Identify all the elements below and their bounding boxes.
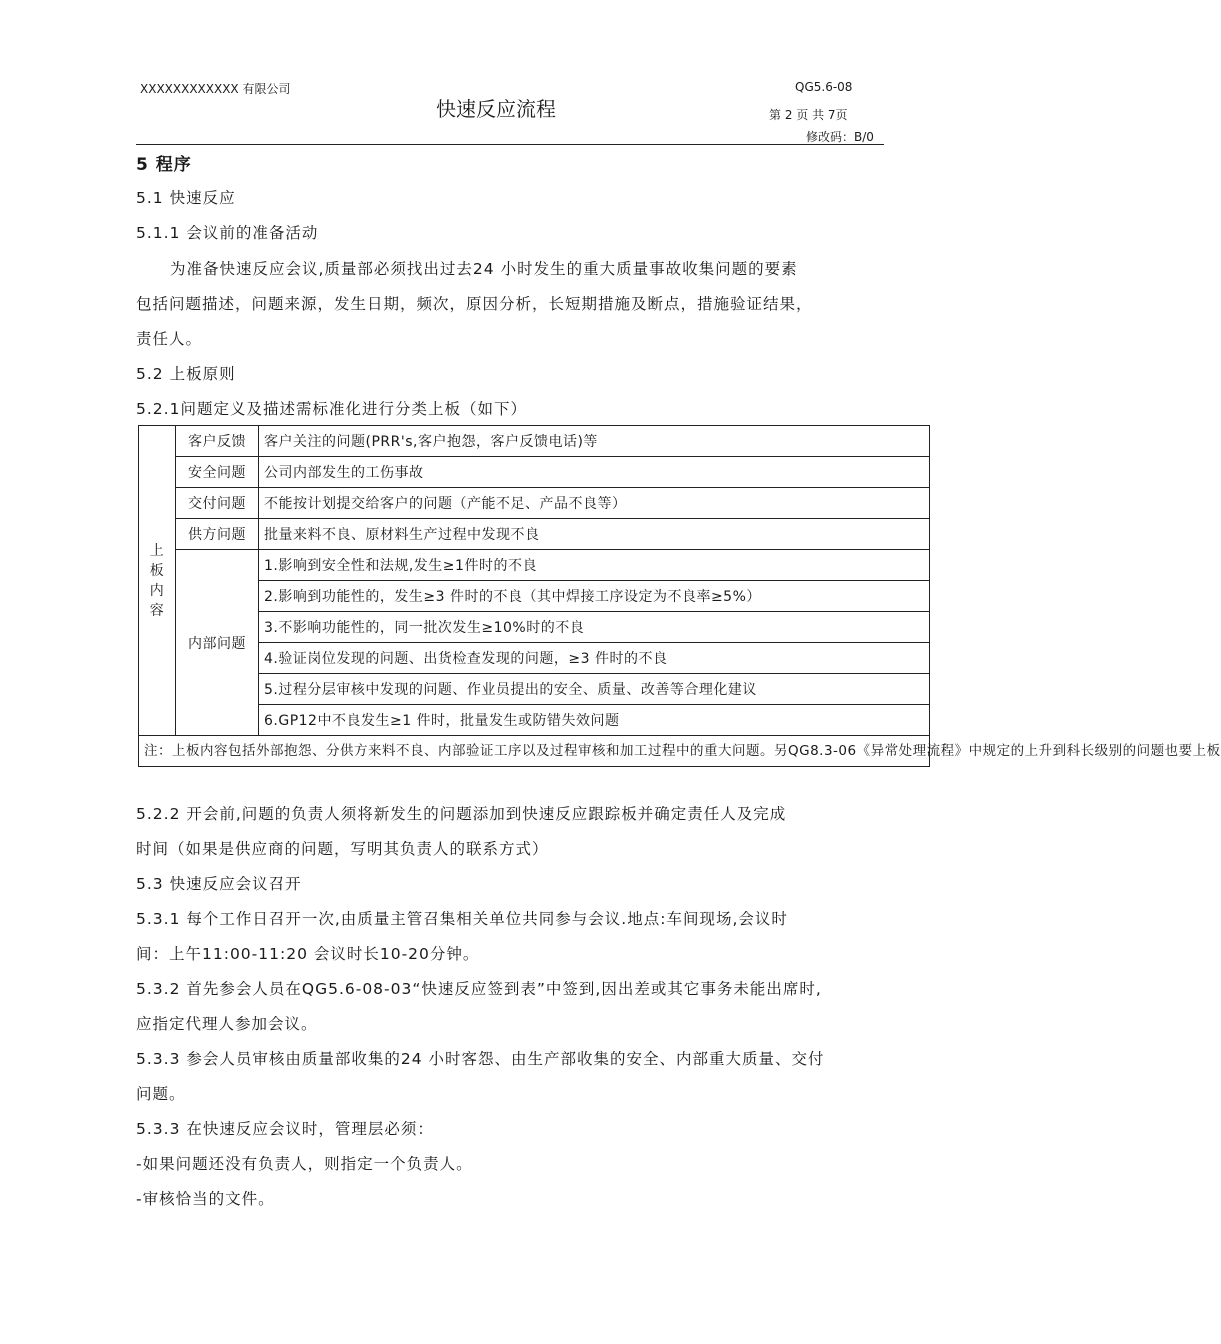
section-5-3-2-line: 5.3.2 首先参会人员在QG5.6-08-03“快速反应签到表”中签到,因出差或其它事务未能出席时, <box>136 980 822 998</box>
section-5-3-2-line: 应指定代理人参加会议。 <box>136 1015 318 1033</box>
header-divider <box>136 144 884 145</box>
section-5-2-1-heading: 5.2.1问题定义及描述需标准化进行分类上板（如下） <box>136 400 527 418</box>
table-row <box>139 550 930 581</box>
section-5-3-heading: 5.3 快速反应会议召开 <box>136 875 302 893</box>
internal-item-cell: 5.过程分层审核中发现的问题、作业员提出的安全、质量、改善等合理化建议 <box>259 674 930 705</box>
table-row <box>139 736 930 767</box>
section-5-3-3b-heading: 5.3.3 在快速反应会议时，管理层必须： <box>136 1120 434 1138</box>
category-cell: 交付问题 <box>176 488 259 519</box>
paragraph-line: 为准备快速反应会议,质量部必须找出过去24 小时发生的重大质量事故收集问题的要素 <box>170 260 798 278</box>
internal-item-cell: 1.影响到安全性和法规,发生≥1件时的不良 <box>259 550 930 581</box>
section-5-3-3-line: 问题。 <box>136 1085 186 1103</box>
section-5-3-1-line: 间：上午11:00-11:20 会议时长10-20分钟。 <box>136 945 480 963</box>
document-title: 快速反应流程 <box>436 97 556 121</box>
internal-item-cell: 4.验证岗位发现的问题、出货检查发现的问题，≥3 件时的不良 <box>259 643 930 674</box>
paragraph-line: 责任人。 <box>136 330 203 348</box>
board-content-table <box>138 425 1221 767</box>
table-row <box>139 457 930 488</box>
section-5-1-heading: 5.1 快速反应 <box>136 189 236 207</box>
bullet-item: -审核恰当的文件。 <box>136 1190 275 1208</box>
section-5-3-3-line: 5.3.3 参会人员审核由质量部收集的24 小时客怨、由生产部收集的安全、内部重大质量、交付 <box>136 1050 825 1068</box>
internal-item-cell: 6.GP12中不良发生≥1 件时，批量发生或防错失效问题 <box>259 705 930 736</box>
internal-item-cell: 2.影响到功能性的，发生≥3 件时的不良（其中焊接工序设定为不良率≥5%） <box>259 581 930 612</box>
category-cell: 供方问题 <box>176 519 259 550</box>
description-cell: 批量来料不良、原材料生产过程中发现不良 <box>259 519 930 550</box>
section-5-2-heading: 5.2 上板原则 <box>136 365 236 383</box>
section-5-1-1-heading: 5.1.1 会议前的准备活动 <box>136 224 319 242</box>
side-label: 上板内容 <box>149 542 165 619</box>
bullet-item: -如果问题还没有负责人，则指定一个负责人。 <box>136 1155 473 1173</box>
category-cell: 客户反馈 <box>176 426 259 457</box>
section-5-3-1-line: 5.3.1 每个工作日召开一次,由质量主管召集相关单位共同参与会议.地点:车间现场,会议时 <box>136 910 788 928</box>
table-note: 注：上板内容包括外部抱怨、分供方来料不良、内部验证工序以及过程审核和加工过程中的重大问题。另QG8.3-06《异常处理流程》中规定的上升到科长级别的问题也要上板 <box>144 742 1221 759</box>
category-cell: 安全问题 <box>176 457 259 488</box>
revision-code: 修改码：B/0 <box>806 130 874 144</box>
document-code: QG5.6-08 <box>795 80 853 94</box>
table-row <box>139 519 930 550</box>
description-cell: 不能按计划提交给客户的问题（产能不足、产品不良等） <box>259 488 930 519</box>
internal-item-cell: 3.不影响功能性的，同一批次发生≥10%时的不良 <box>259 612 930 643</box>
table-row <box>139 488 930 519</box>
section-5-heading: 5 程序 <box>136 155 192 175</box>
internal-category-cell: 内部问题 <box>176 550 259 736</box>
section-5-2-2-line: 5.2.2 开会前,问题的负责人须将新发生的问题添加到快速反应跟踪板并确定责任人及完成 <box>136 805 787 823</box>
side-label-cell <box>139 426 176 736</box>
description-cell: 客户关注的问题(PRR's,客户抱怨，客户反馈电话)等 <box>259 426 930 457</box>
section-5-2-2-line: 时间（如果是供应商的问题，写明其负责人的联系方式） <box>136 840 549 858</box>
description-cell: 公司内部发生的工伤事故 <box>259 457 930 488</box>
table-note-cell <box>139 736 1221 767</box>
paragraph-line: 包括问题描述，问题来源，发生日期，频次，原因分析，长短期措施及断点，措施验证结果， <box>136 295 813 313</box>
company-name: XXXXXXXXXXXX 有限公司 <box>140 82 291 96</box>
table-row <box>139 426 930 457</box>
page-info: 第 2 页 共 7页 <box>769 108 848 122</box>
